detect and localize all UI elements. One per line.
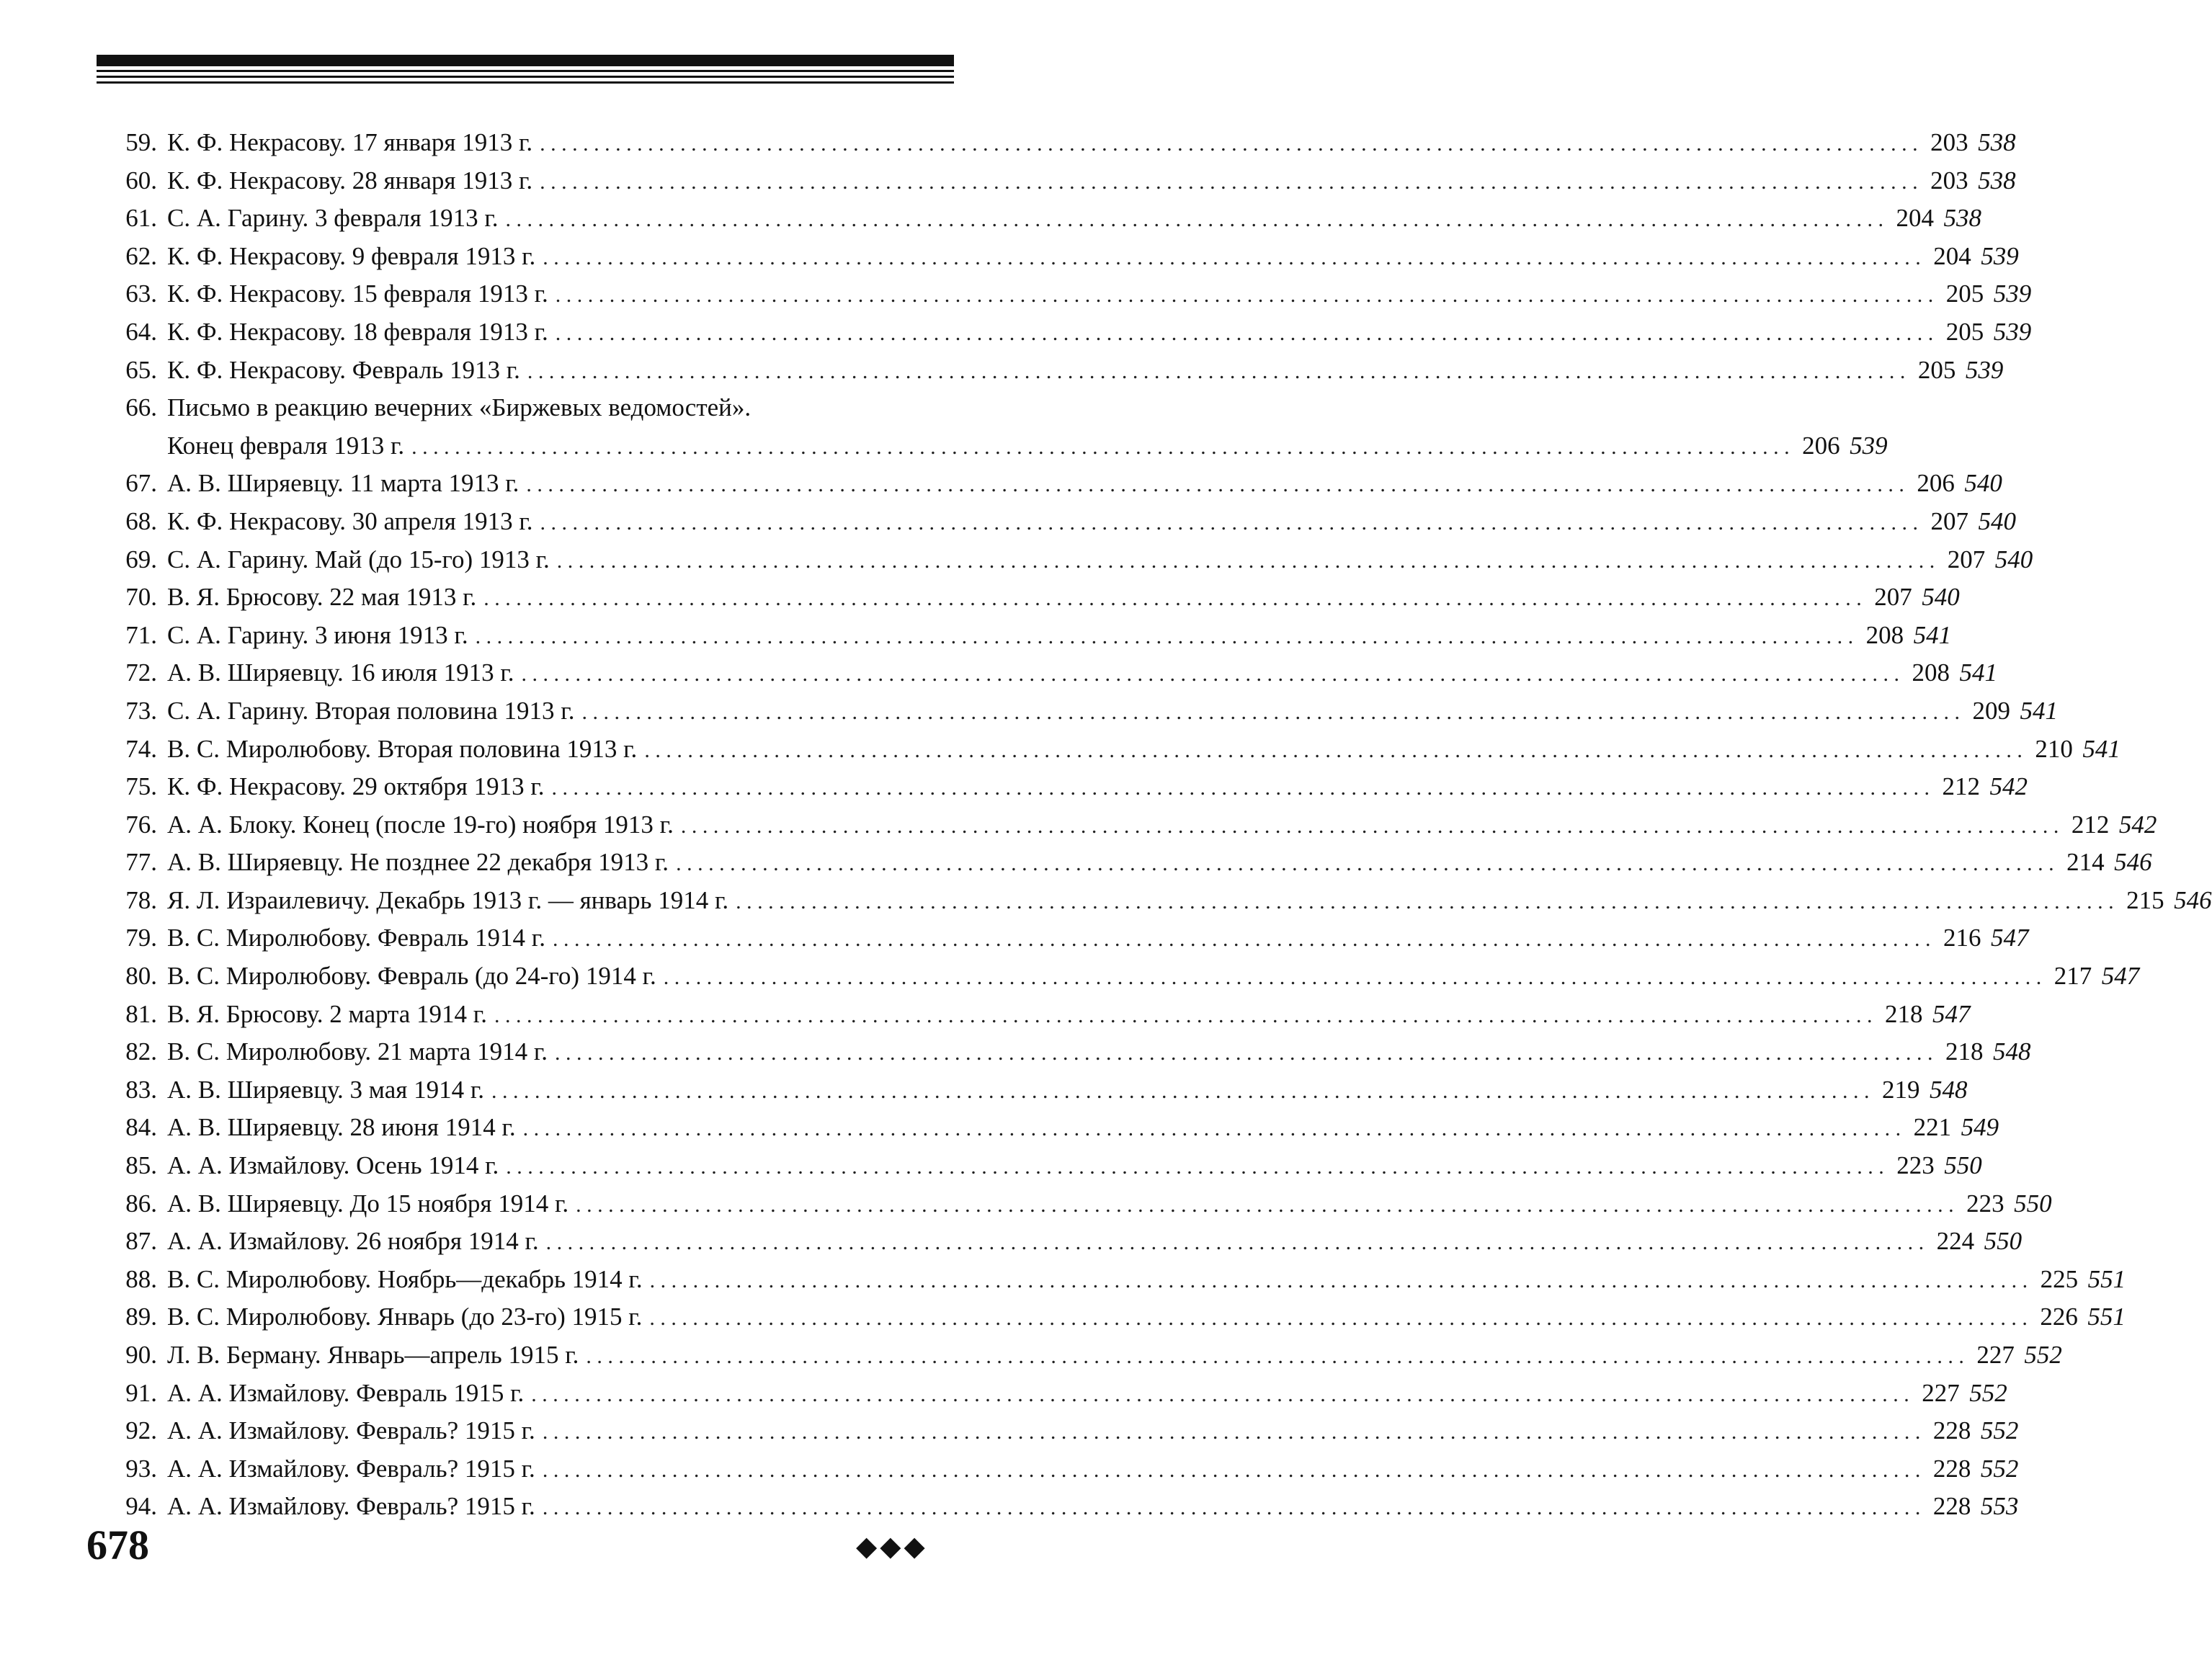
entry-title: А. В. Ширяевцу. Не позднее 22 декабря 1913 г. — [167, 848, 669, 877]
entry-page: 221 — [1913, 1113, 1952, 1142]
entry-note-page: 539 — [1993, 317, 2032, 346]
entry-note-page: 539 — [1850, 431, 1888, 460]
entry-note-page: 539 — [1993, 280, 2032, 308]
entry-title: В. С. Миролюбову. Ноябрь—декабрь 1914 г. — [167, 1264, 643, 1293]
dot-leader — [411, 429, 1790, 467]
dot-leader — [644, 732, 2023, 770]
toc-entry — [97, 313, 2032, 352]
toc-entry — [97, 768, 2028, 806]
toc-entry — [97, 996, 1971, 1034]
entry-note-page: 552 — [1980, 1454, 2019, 1483]
entry-page: 214 — [2066, 848, 2105, 877]
entry-note-page: 553 — [1980, 1492, 2019, 1521]
dot-leader — [552, 769, 1930, 808]
dot-leader — [553, 921, 1931, 959]
entry-page: 226 — [2040, 1303, 2078, 1331]
toc-entry — [97, 844, 2152, 882]
entry-page: 210 — [2035, 734, 2073, 763]
entry-page: 209 — [1972, 696, 2010, 725]
entry-note-page: 550 — [1944, 1151, 1982, 1180]
dot-leader — [676, 845, 2054, 883]
entry-page: 204 — [1933, 241, 1971, 270]
entry-number: 74. — [125, 734, 157, 763]
dot-leader — [527, 353, 1906, 391]
entry-title: А. В. Ширяевцу. 28 июня 1914 г. — [167, 1113, 516, 1142]
toc-entry — [97, 1185, 2052, 1223]
dot-leader — [531, 1376, 1909, 1414]
dot-leader — [494, 997, 1873, 1035]
toc-entry — [97, 1071, 1968, 1109]
toc-entry — [97, 503, 2017, 541]
dot-leader — [526, 466, 1904, 504]
entry-page: 204 — [1896, 204, 1935, 233]
entry-note-page: 550 — [2014, 1189, 2052, 1218]
header-rules — [97, 55, 954, 84]
toc-entry — [97, 806, 2157, 844]
entry-number: 69. — [125, 545, 157, 573]
entry-number: 91. — [125, 1378, 157, 1407]
entry-page: 212 — [2071, 810, 2110, 839]
entry-title: А. А. Блоку. Конец (после 19-го) ноября 1913 г. — [167, 810, 674, 839]
entry-note-page: 547 — [2101, 962, 2140, 991]
entry-number: 84. — [125, 1113, 157, 1142]
dot-leader — [556, 277, 1934, 315]
toc-entry — [97, 617, 1952, 655]
entry-title: В. С. Миролюбову. Февраль 1914 г. — [167, 924, 545, 952]
entry-note-page: 546 — [2114, 848, 2152, 877]
entry-page: 223 — [1896, 1151, 1935, 1180]
entry-page: 208 — [1865, 620, 1904, 649]
entry-number: 90. — [125, 1341, 157, 1369]
entry-title: К. Ф. Некрасову. 17 января 1913 г. — [167, 128, 533, 156]
dot-leader — [681, 808, 2059, 846]
entry-page: 203 — [1930, 128, 1968, 156]
dot-leader — [540, 125, 1918, 164]
toc-entry — [97, 1298, 2126, 1336]
entry-note-page: 548 — [1930, 1075, 1968, 1104]
toc-entry — [97, 957, 2140, 996]
header-rule-thin-3 — [97, 81, 954, 84]
entry-title: К. Ф. Некрасову. 9 февраля 1913 г. — [167, 241, 536, 270]
entry-title: А. А. Измайлову. Февраль 1915 г. — [167, 1378, 525, 1407]
entry-title: А. В. Ширяевцу. 16 июля 1913 г. — [167, 658, 514, 687]
entry-number: 61. — [125, 204, 157, 233]
entry-title: В. С. Миролюбову. Февраль (до 24-го) 1914 г. — [167, 962, 656, 991]
entry-number: 83. — [125, 1075, 157, 1104]
entry-note-page: 546 — [2174, 885, 2212, 914]
entry-number: 82. — [125, 1037, 157, 1066]
entry-number: 63. — [125, 280, 157, 308]
dot-leader — [649, 1300, 2028, 1338]
entry-number: 73. — [125, 696, 157, 725]
dot-leader — [523, 1110, 1901, 1148]
entry-page: 228 — [1932, 1454, 1971, 1483]
toc-entry — [97, 1033, 2031, 1071]
entry-note-page: 541 — [2082, 734, 2120, 763]
dot-leader — [491, 1073, 1870, 1111]
entry-note-page: 539 — [1965, 355, 2004, 384]
toc-entry — [97, 731, 2120, 769]
entry-note-page: 540 — [1922, 583, 1960, 612]
entry-note-page: 538 — [1978, 166, 2016, 195]
entry-page: 207 — [1947, 545, 1986, 573]
entry-page: 206 — [1802, 431, 1840, 460]
entry-title: В. Я. Брюсову. 22 мая 1913 г. — [167, 583, 477, 612]
entry-note-page: 551 — [2087, 1303, 2126, 1331]
entry-number: 62. — [125, 241, 157, 270]
toc-entry — [97, 1412, 2019, 1450]
dot-leader — [483, 580, 1862, 618]
entry-title: В. С. Миролюбову. Вторая половина 1913 г. — [167, 734, 638, 763]
entry-number: 72. — [125, 658, 157, 687]
entry-title: С. А. Гарину. Май (до 15-го) 1913 г. — [167, 545, 550, 573]
entry-title: А. В. Ширяевцу. 11 марта 1913 г. — [167, 469, 519, 498]
entry-page: 207 — [1874, 583, 1912, 612]
dot-leader — [506, 201, 1884, 239]
entry-number: 59. — [125, 128, 157, 156]
entry-number: 87. — [125, 1227, 157, 1256]
entry-title: С. А. Гарину. 3 февраля 1913 г. — [167, 204, 499, 233]
entry-note-page: 549 — [1961, 1113, 1999, 1142]
header-rule-thin-2 — [97, 76, 954, 78]
entry-note-page: 541 — [1913, 620, 1952, 649]
toc-entry — [97, 275, 2032, 313]
entry-page: 207 — [1930, 506, 1969, 535]
diamond-ornament-icon: ◆◆◆ — [856, 1532, 928, 1562]
entry-title: К. Ф. Некрасову. 18 февраля 1913 г. — [167, 317, 548, 346]
entry-number: 81. — [125, 999, 157, 1028]
entry-number: 75. — [125, 772, 157, 801]
entry-page: 217 — [2053, 962, 2092, 991]
entry-page: 218 — [1884, 999, 1923, 1028]
toc-entry — [97, 465, 2002, 503]
entry-title: А. А. Измайлову. Осень 1914 г. — [167, 1151, 499, 1180]
entry-note-page: 542 — [2118, 810, 2157, 839]
entry-title: В. С. Миролюбову. Январь (до 23-го) 1915 г. — [167, 1303, 643, 1331]
entry-title: А. А. Измайлову. 26 ноября 1914 г. — [167, 1227, 539, 1256]
toc-entry — [97, 1375, 2007, 1413]
entry-page: 205 — [1945, 317, 1984, 346]
entry-note-page: 547 — [1990, 924, 2029, 952]
entry-title: Я. Л. Израилевичу. Декабрь 1913 г. — январь 1914 г. — [167, 885, 729, 914]
entry-note-page: 539 — [1981, 241, 2019, 270]
entry-title: К. Ф. Некрасову. 28 января 1913 г. — [167, 166, 533, 195]
entry-title: А. В. Ширяевцу. До 15 ноября 1914 г. — [167, 1189, 569, 1218]
toc-entry — [97, 352, 2004, 390]
entry-title: К. Ф. Некрасову. 30 апреля 1913 г. — [167, 506, 533, 535]
entry-note-page: 542 — [1989, 772, 2028, 801]
entry-title-continued: Конец февраля 1913 г. — [167, 431, 405, 460]
toc-entry — [97, 1223, 2023, 1261]
toc-entry — [97, 124, 2016, 162]
dot-leader — [586, 1338, 1964, 1376]
entry-note-page: 552 — [1969, 1378, 2007, 1407]
toc-entry — [97, 692, 2058, 731]
header-rule-thin-1 — [97, 70, 954, 72]
entry-note-page: 540 — [1994, 545, 2033, 573]
entry-page: 205 — [1917, 355, 1956, 384]
entry-number: 94. — [125, 1492, 157, 1521]
toc-entry — [97, 389, 954, 427]
page-number: 678 — [86, 1522, 149, 1568]
entry-number: 86. — [125, 1189, 157, 1218]
entry-note-page: 547 — [1932, 999, 1971, 1028]
entry-number: 67. — [125, 469, 157, 498]
table-of-contents — [97, 124, 2212, 1526]
entry-note-page: 551 — [2087, 1264, 2126, 1293]
entry-page: 223 — [1966, 1189, 2004, 1218]
entry-note-page: 538 — [1943, 204, 1982, 233]
entry-number: 71. — [125, 620, 157, 649]
toc-entry-continuation — [97, 427, 1888, 465]
toc-entry — [97, 200, 1982, 238]
toc-entry — [97, 162, 2016, 200]
entry-number: 79. — [125, 924, 157, 952]
header-rule-thick — [97, 55, 954, 66]
toc-entry — [97, 1450, 2019, 1488]
entry-page: 216 — [1943, 924, 1981, 952]
entry-number: 77. — [125, 848, 157, 877]
entry-note-page: 552 — [2024, 1341, 2062, 1369]
entry-title: А. А. Измайлову. Февраль? 1915 г. — [167, 1454, 535, 1483]
entry-page: 205 — [1945, 280, 1984, 308]
entry-title: К. Ф. Некрасову. 29 октября 1913 г. — [167, 772, 545, 801]
entry-note-page: 552 — [1980, 1416, 2019, 1445]
entry-title: С. А. Гарину. 3 июня 1913 г. — [167, 620, 468, 649]
toc-entry — [97, 654, 1998, 692]
entry-page: 225 — [2040, 1264, 2079, 1293]
dot-leader — [543, 1414, 1921, 1452]
entry-note-page: 541 — [2020, 696, 2058, 725]
entry-number: 64. — [125, 317, 157, 346]
dot-leader — [476, 618, 1854, 656]
entry-page: 224 — [1936, 1227, 1975, 1256]
entry-number: 89. — [125, 1303, 157, 1331]
dot-leader — [540, 164, 1918, 202]
entry-title: Л. В. Берману. Январь—апрель 1915 г. — [167, 1341, 579, 1369]
entry-page: 228 — [1932, 1492, 1971, 1521]
toc-entry — [97, 919, 2029, 957]
entry-title: В. Я. Брюсову. 2 марта 1914 г. — [167, 999, 487, 1028]
dot-leader — [543, 1489, 1921, 1527]
entry-page: 203 — [1930, 166, 1968, 195]
entry-number: 76. — [125, 810, 157, 839]
dot-leader — [556, 315, 1934, 353]
entry-title: С. А. Гарину. Вторая половина 1913 г. — [167, 696, 575, 725]
entry-number: 65. — [125, 355, 157, 384]
entry-page: 227 — [1922, 1378, 1960, 1407]
toc-entry — [97, 579, 1960, 617]
entry-page: 228 — [1932, 1416, 1971, 1445]
entry-page: 208 — [1912, 658, 1950, 687]
entry-note-page: 540 — [1978, 506, 2017, 535]
entry-note-page: 541 — [1959, 658, 1998, 687]
entry-number: 85. — [125, 1151, 157, 1180]
entry-number: 70. — [125, 583, 157, 612]
dot-leader — [555, 1035, 1933, 1073]
entry-title: В. С. Миролюбову. 21 марта 1914 г. — [167, 1037, 548, 1066]
toc-entry — [97, 1147, 1982, 1185]
entry-page: 218 — [1945, 1037, 1984, 1066]
toc-entry — [97, 1488, 2019, 1526]
entry-number: 66. — [125, 393, 157, 422]
entry-title: А. А. Измайлову. Февраль? 1915 г. — [167, 1492, 535, 1521]
entry-title: К. Ф. Некрасову. Февраль 1913 г. — [167, 355, 520, 384]
entry-title: Письмо в реакцию вечерних «Биржевых ведомостей». — [167, 393, 752, 422]
entry-number: 88. — [125, 1264, 157, 1293]
dot-leader — [506, 1148, 1884, 1187]
entry-note-page: 540 — [1964, 469, 2002, 498]
dot-leader — [581, 694, 1960, 732]
dot-leader — [736, 883, 2114, 921]
dot-leader — [543, 239, 1921, 277]
dot-leader — [522, 656, 1900, 694]
entry-page: 227 — [1976, 1341, 2015, 1369]
entry-note-page: 548 — [1992, 1037, 2031, 1066]
dot-leader — [576, 1187, 1954, 1225]
dot-leader — [557, 542, 1935, 581]
toc-entry — [97, 882, 2212, 920]
dot-leader — [664, 959, 2042, 997]
entry-page: 215 — [2126, 885, 2164, 914]
dot-leader — [546, 1224, 1925, 1262]
entry-note-page: 550 — [1984, 1227, 2023, 1256]
entry-title: А. В. Ширяевцу. 3 мая 1914 г. — [167, 1075, 484, 1104]
toc-entry — [97, 541, 2033, 579]
entry-number: 60. — [125, 166, 157, 195]
toc-entry — [97, 1336, 2062, 1375]
entry-page: 206 — [1917, 469, 1955, 498]
toc-entry — [97, 238, 2019, 276]
dot-leader — [540, 504, 1919, 542]
entry-number: 93. — [125, 1454, 157, 1483]
entry-title: К. Ф. Некрасову. 15 февраля 1913 г. — [167, 280, 548, 308]
entry-number: 92. — [125, 1416, 157, 1445]
toc-entry — [97, 1261, 2126, 1299]
entry-number: 80. — [125, 962, 157, 991]
entry-note-page: 538 — [1978, 128, 2016, 156]
entry-number: 68. — [125, 506, 157, 535]
entry-title: А. А. Измайлову. Февраль? 1915 г. — [167, 1416, 535, 1445]
entry-number: 78. — [125, 885, 157, 914]
toc-entry — [97, 1109, 1999, 1147]
entry-page: 219 — [1882, 1075, 1920, 1104]
dot-leader — [650, 1262, 2028, 1300]
entry-page: 212 — [1942, 772, 1980, 801]
dot-leader — [543, 1452, 1921, 1490]
